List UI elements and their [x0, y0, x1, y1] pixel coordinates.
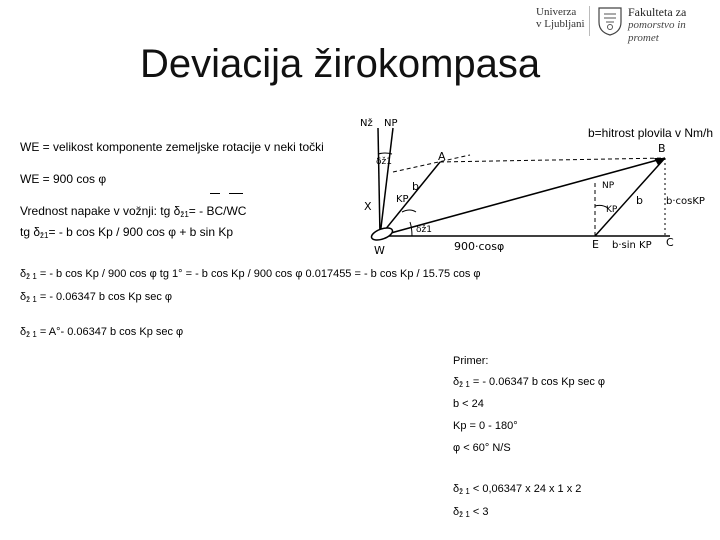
tg-equation: tg δž1= - b cos Kp / 900 cos φ + b sin Kp	[20, 225, 234, 240]
delta-equation-1: δž 1 = - b cos Kp / 900 cos φ tg 1° = - b cos Kp / 900 cos φ 0.017455 = - b cos Kp / 15.75 cos φ	[20, 268, 481, 281]
label-bsin: b·sin KP	[612, 240, 652, 251]
label-b-right: b	[636, 194, 643, 207]
university-crest-icon	[596, 6, 624, 36]
label-b-point: B	[658, 142, 666, 155]
gyrocompass-vector-diagram	[340, 112, 720, 272]
ab-dashed-line	[440, 158, 665, 162]
ship-icon	[370, 226, 394, 243]
example-eq-1: δž 1 = - 0.06347 b cos Kp sec φ	[453, 376, 606, 389]
label-dz1-bottom: δž1	[416, 225, 432, 235]
north-gyro-line	[380, 128, 393, 236]
logo-divider	[589, 6, 590, 36]
error-equation: Vrednost napake v vožnji: tg δž1= - BC/WC	[20, 204, 247, 219]
example-title: Primer:	[453, 355, 489, 367]
example-eq-4: φ < 60° N/S	[453, 442, 511, 454]
university-logo	[530, 4, 718, 44]
label-x: X	[364, 200, 372, 213]
delta-equation-3: δž 1 = A°- 0.06347 b cos Kp sec φ	[20, 326, 184, 339]
slide-title: Deviacija žirokompasa	[140, 42, 541, 86]
eb-line	[595, 158, 665, 236]
label-w: W	[374, 244, 385, 257]
label-c: C	[666, 236, 674, 249]
delta-equation-2: δž 1 = - 0.06347 b cos Kp sec φ	[20, 291, 173, 304]
example-eq-3: Kp = 0 - 180°	[453, 420, 518, 432]
label-bcos: b·cosKP	[666, 196, 705, 207]
label-kp-mid: KP	[396, 194, 409, 205]
overbar-bc	[210, 193, 220, 194]
angle-arc-kp	[402, 210, 416, 212]
label-kp-right: KP	[606, 205, 618, 215]
b-definition: b=hitrost plovila v Nm/h	[588, 126, 714, 140]
north-true-line	[378, 128, 380, 236]
wa-dashed-line	[393, 155, 470, 172]
we-equation: WE = 900 cos φ	[20, 172, 107, 186]
angle-arc-bottom	[410, 222, 412, 236]
example-eq-2: b < 24	[453, 398, 484, 410]
example-eq-5: δž 1 < 0,06347 x 24 x 1 x 2	[453, 483, 582, 496]
label-dz1-top: δž1	[376, 157, 392, 167]
label-cos: 900·cosφ	[454, 240, 505, 253]
university-name: Univerza v Ljubljani	[536, 6, 585, 30]
label-np-top: NP	[384, 118, 398, 129]
label-e: E	[592, 238, 599, 251]
label-a: A	[438, 150, 446, 163]
label-b-side: b	[412, 180, 419, 193]
overbar-wc	[229, 193, 243, 194]
we-definition: WE = velikost komponente zemeljske rotacije v neki točki	[20, 140, 324, 154]
example-eq-6: δž 1 < 3	[453, 506, 489, 519]
faculty-name: Fakulteta za pomorstvo in promet	[628, 5, 687, 44]
label-nz: Nž	[360, 118, 373, 129]
angle-arc-top	[378, 153, 392, 154]
label-np-right: NP	[602, 181, 615, 191]
